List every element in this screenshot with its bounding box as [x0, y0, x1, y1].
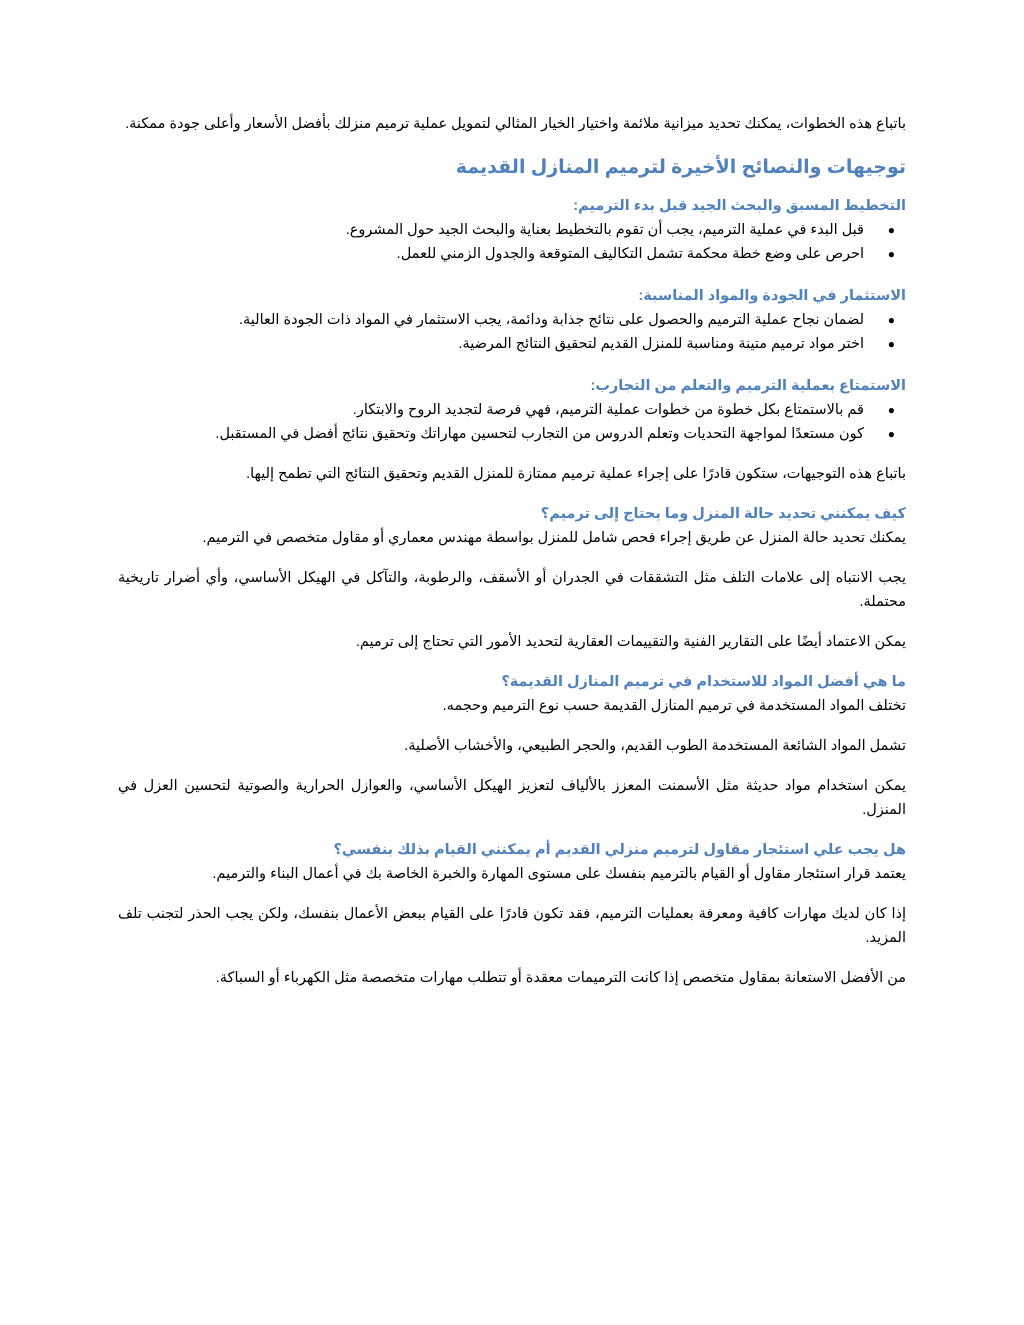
- faq-answer: يمكن الاعتماد أيضًا على التقارير الفنية والتقييمات العقارية لتحديد الأمور التي تحتاج إلى ترميم.: [355, 634, 906, 650]
- section-heading: الاستمتاع بعملية الترميم والتعلم من التجارب:: [590, 378, 906, 394]
- faq-item: [118, 838, 906, 990]
- bullet-list: [118, 218, 906, 266]
- intro-paragraph: باتباع هذه الخطوات، يمكنك تحديد ميزانية ملائمة واختيار الخيار المثالي لتمويل عملية ترميم منزلك بأفضل الأسعار وأعلى جودة ممكنة.: [125, 116, 906, 132]
- document-page: [118, 112, 906, 990]
- bullet-icon: ●: [887, 427, 895, 441]
- list-item-text: قم بالاستمتاع بكل خطوة من خطوات عملية الترميم، فهي فرصة لتجديد الروح والابتكار.: [352, 402, 864, 418]
- section-planning: [118, 194, 906, 266]
- list-item: [118, 332, 895, 356]
- faq-question: كيف يمكنني تحديد حالة المنزل وما يحتاج إلى ترميم؟: [540, 506, 906, 522]
- closing-paragraph: باتباع هذه التوجيهات، ستكون قادرًا على إجراء عملية ترميم ممتازة للمنزل القديم وتحقيق النتائج التي تطمح إليها.: [246, 466, 906, 482]
- main-heading: توجيهات والنصائح الأخيرة لترميم المنازل القديمة: [455, 157, 906, 178]
- faq-answer: إذا كان لديك مهارات كافية ومعرفة بعمليات الترميم، فقد تكون قادرًا على القيام ببعض الأعمال بنفسك، ولكن يجب الحذر لتجنب تلف المزيد.: [118, 906, 906, 946]
- section-enjoy: [118, 374, 906, 446]
- faq-answer: تختلف المواد المستخدمة في ترميم المنازل القديمة حسب نوع الترميم وحجمه.: [442, 698, 906, 714]
- list-item-text: لضمان نجاح عملية الترميم والحصول على نتائج جذابة ودائمة، يجب الاستثمار في المواد ذات الجودة العالية.: [239, 312, 864, 328]
- bullet-icon: ●: [887, 403, 895, 417]
- section-quality: [118, 284, 906, 356]
- list-item-text: اختر مواد ترميم متينة ومناسبة للمنزل القديم لتحقيق النتائج المرضية.: [458, 336, 864, 352]
- section-heading: الاستثمار في الجودة والمواد المناسبة:: [638, 288, 906, 304]
- list-item-text: احرص على وضع خطة محكمة تشمل التكاليف المتوقعة والجدول الزمني للعمل.: [396, 246, 864, 262]
- list-item-text: كون مستعدًا لمواجهة التحديات وتعلم الدروس من التجارب لتحسين مهاراتك وتحقيق نتائج أفضل في المستقبل.: [215, 426, 864, 442]
- faq-answer: يعتمد قرار استئجار مقاول أو القيام بالترميم بنفسك على مستوى المهارة والخبرة الخاصة بك في أعمال البناء والترميم.: [212, 866, 906, 882]
- faq-answer: تشمل المواد الشائعة المستخدمة الطوب القديم، والحجر الطبيعي، والأخشاب الأصلية.: [404, 738, 906, 754]
- faq-answer: يمكن استخدام مواد حديثة مثل الأسمنت المعزز بالألياف لتعزيز الهيكل الأساسي، والعوازل الحرارية والصوتية لتحسين العزل في المنزل.: [118, 778, 906, 818]
- faq-question: هل يجب علي استئجار مقاول لترميم منزلي القديم أم يمكنني القيام بذلك بنفسي؟: [333, 842, 906, 858]
- list-item: [118, 242, 895, 266]
- section-heading: التخطيط المسبق والبحث الجيد قبل بدء الترميم:: [573, 198, 906, 214]
- faq-answer: يجب الانتباه إلى علامات التلف مثل التشققات في الجدران أو الأسقف، والرطوبة، والتآكل في الهيكل الأساسي، وأي أضرار تاريخية محتملة.: [118, 570, 906, 610]
- faq-item: [118, 670, 906, 822]
- list-item: [118, 422, 895, 446]
- faq-question: ما هي أفضل المواد للاستخدام في ترميم المنازل القديمة؟: [501, 674, 906, 690]
- faq-answer: من الأفضل الاستعانة بمقاول متخصص إذا كانت الترميمات معقدة أو تتطلب مهارات متخصصة مثل الكهرباء أو السباكة.: [215, 970, 906, 986]
- bullet-icon: ●: [887, 313, 895, 327]
- faq-item: [118, 502, 906, 654]
- bullet-list: [118, 308, 906, 356]
- list-item: [118, 398, 895, 422]
- faq-answer: يمكنك تحديد حالة المنزل عن طريق إجراء فحص شامل للمنزل بواسطة مهندس معماري أو مقاول متخصص في الترميم.: [202, 530, 906, 546]
- bullet-icon: ●: [887, 247, 895, 261]
- list-item: [118, 218, 895, 242]
- bullet-list: [118, 398, 906, 446]
- bullet-icon: ●: [887, 223, 895, 237]
- list-item: [118, 308, 895, 332]
- bullet-icon: ●: [887, 337, 895, 351]
- list-item-text: قبل البدء في عملية الترميم، يجب أن تقوم بالتخطيط بعناية والبحث الجيد حول المشروع.: [345, 222, 864, 238]
